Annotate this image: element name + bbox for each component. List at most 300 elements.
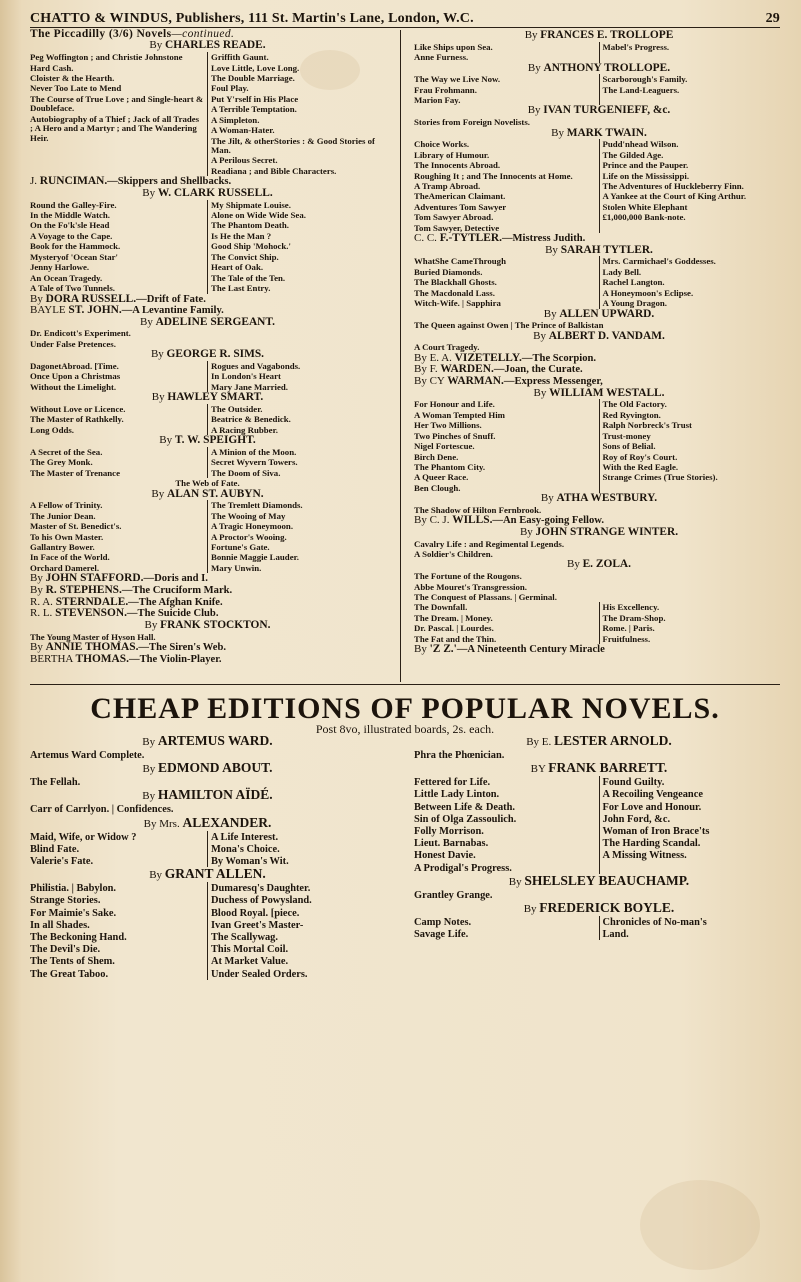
book-title: The Wooing of May xyxy=(211,510,286,521)
book-title: The Tale of the Ten. xyxy=(211,272,286,283)
book-title: Good Ship 'Mohock.' xyxy=(211,241,291,252)
book-title: A Honeymoon's Eclipse. xyxy=(602,287,694,298)
author-name: SARAH TYTLER. xyxy=(560,243,653,256)
book-title: The Dram-Shop. xyxy=(602,612,666,623)
author-prefix: By xyxy=(149,39,165,52)
title-columns xyxy=(30,447,385,478)
author-name: THOMAS. xyxy=(75,652,129,665)
book-title: Ivan Greet's Master- xyxy=(211,919,304,931)
book-title: Ralph Norbreck's Trust xyxy=(602,420,692,431)
author-name: MARK TWAIN. xyxy=(566,126,647,139)
author-heading xyxy=(414,309,784,321)
author-name: CHARLES READE. xyxy=(164,39,266,52)
book-title: The Old Factory. xyxy=(602,399,667,410)
title-line: The Queen against Owen | The Prince of Balkistan xyxy=(414,320,604,331)
book-title: Mysteryof 'Ocean Star' xyxy=(30,251,118,262)
book-title: The Tremlett Diamonds. xyxy=(211,500,303,511)
title-column-left xyxy=(30,200,208,294)
book-title: Maid, Wife, or Widow ? xyxy=(30,831,137,843)
book-title: A Proctor's Wooing. xyxy=(211,531,287,542)
title-column-right xyxy=(208,447,385,478)
author-prefix: By xyxy=(414,643,430,656)
book-title: Without the Limelight. xyxy=(30,381,117,392)
book-title: Round the Galley-Fire. xyxy=(30,199,117,210)
book-title: Blood Royal. [piece. xyxy=(211,907,300,919)
title-column-left xyxy=(30,500,208,573)
book-title: Secret Wyvern Towers. xyxy=(211,457,298,468)
author-section xyxy=(414,734,784,761)
left-column xyxy=(30,22,385,665)
book-title: Gallantry Bower. xyxy=(30,542,95,553)
book-title: Sin of Olga Zassoulich. xyxy=(414,813,517,825)
section-rule xyxy=(30,684,780,685)
book-title: Two Pinches of Snuff. xyxy=(414,430,496,441)
book-title: Sons of Belial. xyxy=(602,441,656,452)
title-line: The Fellah. xyxy=(30,777,81,789)
author-single-title: —The Afghan Knife. xyxy=(128,596,223,608)
book-title: A Woman Tempted Him xyxy=(414,409,506,420)
author-name: JOHN STAFFORD. xyxy=(45,572,144,585)
book-title: Philistia. | Babylon. xyxy=(30,883,117,895)
book-title: Ben Clough. xyxy=(414,482,461,493)
author-section xyxy=(30,788,385,815)
book-title: For Honour and Life. xyxy=(414,399,495,410)
author-section xyxy=(30,620,385,642)
book-title: Tom Sawyer Abroad. xyxy=(414,212,494,223)
author-name: ANNIE THOMAS. xyxy=(45,640,139,653)
author-heading xyxy=(414,527,784,539)
series-title xyxy=(30,30,385,39)
book-title: Between Life & Death. xyxy=(414,801,515,813)
author-section xyxy=(30,734,385,761)
author-name: WILLIAM WESTALL. xyxy=(549,386,665,399)
book-title: Bonnie Maggie Lauder. xyxy=(211,552,299,563)
book-title: The Adventures of Huckleberry Finn. xyxy=(602,180,744,191)
author-section xyxy=(414,331,784,353)
book-title: Chronicles of No-man's xyxy=(602,917,707,929)
title-line: Cavalry Life : and Regimental Legends. xyxy=(414,538,565,549)
author-name: HAMILTON AÏDÉ. xyxy=(157,787,273,803)
cheap-editions-title: CHEAP EDITIONS OF POPULAR NOVELS. xyxy=(90,692,720,725)
book-title: The Scallywag. xyxy=(211,932,278,944)
title-column-right xyxy=(208,404,385,435)
book-title: The Double Marriage. xyxy=(211,72,295,83)
author-name: JOHN STRANGE WINTER. xyxy=(535,525,679,538)
page-number: 29 xyxy=(765,11,780,26)
book-title: Marion Fay. xyxy=(414,95,461,106)
author-section xyxy=(30,816,385,868)
book-title: A Voyage to the Cape. xyxy=(30,230,113,241)
author-single-title: —The Scorpion. xyxy=(521,352,597,364)
title-column-left xyxy=(30,404,208,435)
author-name: SHELSLEY BEAUCHAMP. xyxy=(524,872,690,888)
author-name: HAWLEY SMART. xyxy=(167,391,264,404)
author-name: GEORGE R. SIMS. xyxy=(166,348,265,361)
author-heading xyxy=(30,867,385,882)
title-column-right xyxy=(208,500,385,573)
title-column-right xyxy=(600,42,785,63)
author-heading xyxy=(414,644,784,656)
book-title: The Blackhall Ghosts. xyxy=(414,277,497,288)
book-title: Frau Frohmann. xyxy=(414,84,477,95)
title-columns xyxy=(414,602,784,644)
author-heading xyxy=(414,63,784,75)
author-single-title: —Mistress Judith. xyxy=(501,233,586,245)
book-title: WhatShe CameThrough xyxy=(414,256,506,267)
author-single-title: —Drift of Fate. xyxy=(136,293,206,305)
series-continued: —continued. xyxy=(171,28,235,40)
book-title: Her Two Millions. xyxy=(414,420,482,431)
book-title: The Jilt, & otherStories : & Good Stories of Man. xyxy=(211,135,375,156)
title-column-left xyxy=(414,776,600,874)
author-prefix: By xyxy=(30,292,46,305)
author-section xyxy=(414,30,784,63)
book-title: Scarborough's Family. xyxy=(602,74,688,85)
book-title: Autobiography of a Thief ; Jack of all Trades ; A Hero and a Martyr ; and The Wandering Heir. xyxy=(30,113,200,143)
book-title: Once Upon a Christmas xyxy=(30,371,121,382)
book-title: Land. xyxy=(602,929,629,941)
title-line: Abbe Mouret's Transgression. xyxy=(414,581,527,592)
author-prefix: By xyxy=(524,29,541,41)
book-title: Fruitfulness. xyxy=(602,633,651,644)
book-title: Dumaresq's Daughter. xyxy=(211,883,311,895)
book-title: Lieut. Barnabas. xyxy=(414,838,489,850)
book-title: A Queer Race. xyxy=(414,472,469,483)
author-name: ALBERT D. VANDAM. xyxy=(548,329,665,342)
author-heading xyxy=(414,493,784,505)
author-name: STEVENSON. xyxy=(55,607,127,620)
author-prefix: J. xyxy=(30,175,40,188)
title-column-right xyxy=(208,200,385,294)
book-title: Love Little, Love Long. xyxy=(211,62,300,73)
book-title: Readiana ; and Bible Characters. xyxy=(211,165,337,176)
author-section xyxy=(30,489,385,574)
author-heading xyxy=(414,559,784,571)
book-title: Like Ships upon Sea. xyxy=(414,41,493,52)
book-title: Rachel Langton. xyxy=(602,277,665,288)
author-heading xyxy=(30,788,385,803)
author-heading xyxy=(30,654,385,666)
author-name: ALEXANDER. xyxy=(182,814,272,830)
book-title: Anne Furness. xyxy=(414,52,469,63)
title-column-right xyxy=(600,74,785,105)
book-title: A Yankee at the Court of King Arthur. xyxy=(602,191,747,202)
title-columns xyxy=(414,256,784,308)
book-title: The Macdonald Lass. xyxy=(414,287,495,298)
title-column-left xyxy=(30,361,208,392)
author-name: WARDEN. xyxy=(440,363,494,376)
title-columns xyxy=(414,776,784,874)
author-prefix: By Mrs. xyxy=(143,817,183,830)
author-name: VIZETELLY. xyxy=(454,351,522,364)
author-name: STERNDALE. xyxy=(55,595,129,608)
author-prefix: By xyxy=(533,386,550,399)
title-line: Phra the Phœnician. xyxy=(414,750,505,761)
author-prefix: By xyxy=(545,243,561,256)
author-single-title: —The Suicide Club. xyxy=(126,608,219,620)
book-title: Master of St. Benedict's. xyxy=(30,521,122,532)
book-title: A Woman-Hater. xyxy=(211,125,275,136)
author-section xyxy=(30,654,385,666)
author-name: EDMOND ABOUT. xyxy=(158,760,273,776)
author-name: ATHA WESTBURY. xyxy=(556,492,658,505)
author-section xyxy=(30,349,385,392)
author-single-title: —Joan, the Curate. xyxy=(493,364,583,376)
author-section xyxy=(414,245,784,309)
title-column-left xyxy=(30,882,208,980)
book-title: The Phantom City. xyxy=(414,461,486,472)
book-title: For Maimie's Sake. xyxy=(30,907,117,919)
author-prefix: By F. xyxy=(414,363,441,376)
author-section xyxy=(30,435,385,488)
title-columns xyxy=(30,361,385,392)
author-prefix: By xyxy=(543,307,560,320)
right-column xyxy=(414,22,784,656)
author-name: ARTEMUS WARD. xyxy=(157,733,273,748)
title-line: Under False Pretences. xyxy=(30,338,116,349)
author-section xyxy=(414,874,784,901)
author-prefix: By xyxy=(144,618,161,631)
book-title: TheAmerican Claimant. xyxy=(414,191,506,202)
book-title: Red Ryvington. xyxy=(602,409,661,420)
title-line: Dr. Endicott's Experiment. xyxy=(30,328,131,339)
book-title: Mrs. Carmichael's Goddesses. xyxy=(602,256,716,267)
author-heading xyxy=(414,874,784,889)
book-title: The Course of True Love ; and Single-heart & Doubleface. xyxy=(30,93,204,114)
book-title: Pudd'nhead Wilson. xyxy=(602,139,679,150)
book-title: Folly Morrison. xyxy=(414,826,484,838)
book-title: A Tragic Honeymoon. xyxy=(211,521,294,532)
author-section xyxy=(30,40,385,176)
book-title: The Downfall. xyxy=(414,602,468,613)
book-title: Jenny Harlowe. xyxy=(30,262,90,273)
author-name: LESTER ARNOLD. xyxy=(554,733,672,748)
book-title: On the Fo'k'sle Head xyxy=(30,220,110,231)
title-column-right xyxy=(600,602,785,644)
title-column-left xyxy=(30,447,208,478)
title-column-left xyxy=(30,52,208,176)
title-columns xyxy=(414,916,784,940)
book-title: A Minion of the Moon. xyxy=(211,446,297,457)
author-prefix: By xyxy=(566,558,583,571)
book-title: Valerie's Fate. xyxy=(30,856,94,868)
title-line: The Fortune of the Rougons. xyxy=(414,571,522,582)
author-heading xyxy=(414,128,784,140)
book-title: The Phantom Death. xyxy=(211,220,289,231)
author-section xyxy=(30,867,385,980)
book-title: Library of Humour. xyxy=(414,149,490,160)
book-title: In all Shades. xyxy=(30,919,90,931)
author-section xyxy=(414,128,784,234)
author-prefix: By xyxy=(150,348,167,361)
book-title: Buried Diamonds. xyxy=(414,266,483,277)
book-title: A Young Dragon. xyxy=(602,298,667,309)
author-heading xyxy=(414,245,784,257)
book-title: Alone on Wide Wide Sea. xyxy=(211,210,306,221)
title-line: The Web of Fate. xyxy=(175,478,240,489)
author-prefix: By xyxy=(523,903,540,916)
book-title: Orchard Damerel. xyxy=(30,562,100,573)
book-title: The Doom of Siva. xyxy=(211,467,281,478)
book-title: Lady Bell. xyxy=(602,266,642,277)
book-title: My Shipmate Louise. xyxy=(211,199,291,210)
author-heading xyxy=(414,105,784,117)
column-divider xyxy=(400,30,401,682)
author-section xyxy=(414,644,784,656)
book-title: In London's Heart xyxy=(211,371,281,382)
author-name: WARMAN. xyxy=(447,375,504,388)
author-single-title: —A Levantine Family. xyxy=(121,305,224,317)
book-title: Duchess of Powysland. xyxy=(211,895,312,907)
title-line: The Young Master of Hyson Hall. xyxy=(30,631,156,642)
author-single-title: —A Nineteenth Century Miracle xyxy=(456,644,605,656)
author-single-title: —The Violin-Player. xyxy=(128,653,222,665)
author-section xyxy=(414,761,784,874)
book-title: Adventures Tom Sawyer xyxy=(414,201,507,212)
author-section xyxy=(414,309,784,331)
author-heading xyxy=(30,349,385,361)
author-name: ADELINE SERGEANT. xyxy=(155,315,275,328)
book-title: Rome. | Paris. xyxy=(602,623,655,634)
book-title: A Perilous Secret. xyxy=(211,155,278,166)
book-title: The Master of Rathkelly. xyxy=(30,414,124,425)
author-heading xyxy=(30,40,385,52)
author-name: WILLS. xyxy=(452,514,493,527)
author-name: FREDERICK BOYLE. xyxy=(539,900,675,916)
cheap-editions-subtitle: Post 8vo, illustrated boards, 2s. each. xyxy=(315,722,495,736)
title-column-left xyxy=(414,916,600,940)
book-title: DagonetAbroad. [Time. xyxy=(30,360,119,371)
book-title: The Grey Monk. xyxy=(30,457,93,468)
title-column-right xyxy=(600,139,785,233)
author-heading xyxy=(30,620,385,632)
book-title: Never Too Late to Mend xyxy=(30,83,122,94)
book-title: Little Lady Linton. xyxy=(414,789,500,801)
book-title: The Convict Ship. xyxy=(211,251,279,262)
book-title: Is He the Man ? xyxy=(211,230,272,241)
book-title: The Tents of Shem. xyxy=(30,956,115,968)
author-name: W. CLARK RUSSELL. xyxy=(157,186,273,199)
book-title: The Way we Live Now. xyxy=(414,74,501,85)
author-heading xyxy=(414,901,784,916)
book-title: Cloister & the Hearth. xyxy=(30,72,115,83)
title-columns xyxy=(414,139,784,233)
author-section xyxy=(414,63,784,106)
title-column-right xyxy=(600,256,785,308)
author-prefix: By CY xyxy=(414,375,448,388)
book-title: Birch Dene. xyxy=(414,451,459,462)
author-section xyxy=(30,761,385,788)
author-section xyxy=(30,392,385,435)
book-title: A Prodigal's Progress. xyxy=(414,862,512,874)
author-prefix: By xyxy=(149,869,165,882)
title-columns xyxy=(30,831,385,868)
book-title: Under Sealed Orders. xyxy=(211,968,308,980)
book-title: Long Odds. xyxy=(30,424,75,435)
author-prefix: By xyxy=(30,583,46,596)
title-line: Artemus Ward Complete. xyxy=(30,750,145,761)
book-title: In the Middle Watch. xyxy=(30,210,110,221)
book-title: Strange Stories. xyxy=(30,895,101,907)
book-title: Choice Works. xyxy=(414,139,470,150)
paper-stain xyxy=(640,1180,760,1270)
book-title: Roy of Roy's Court. xyxy=(602,451,678,462)
author-prefix: C. C. xyxy=(414,232,440,245)
book-title: Book for the Hammock. xyxy=(30,241,121,252)
book-title: This Mortal Coil. xyxy=(211,944,289,956)
title-columns xyxy=(30,200,385,294)
book-title: A Tramp Abroad. xyxy=(414,180,481,191)
book-title: The Junior Dean. xyxy=(30,510,96,521)
author-prefix: By xyxy=(142,790,158,803)
book-title: Savage Life. xyxy=(414,929,469,941)
book-title: For Love and Honour. xyxy=(602,801,702,813)
title-column-right xyxy=(600,399,785,493)
author-prefix: R. A. xyxy=(30,595,56,608)
author-prefix: BY xyxy=(530,763,549,776)
author-heading xyxy=(414,331,784,343)
title-columns xyxy=(414,42,784,63)
book-title: Strange Crimes (True Stories). xyxy=(602,472,718,483)
title-column-left xyxy=(414,256,600,308)
author-name: 'Z Z.' xyxy=(429,643,457,656)
book-title: Griffith Gaunt. xyxy=(211,52,269,63)
book-title: Roughing It ; and The Innocents at Home. xyxy=(414,170,573,181)
author-name: ANTHONY TROLLOPE. xyxy=(543,61,671,74)
book-title: Heart of Oak. xyxy=(211,262,264,273)
title-column-left xyxy=(414,139,600,233)
author-name: GRANT ALLEN. xyxy=(164,866,266,882)
book-title: Tom Sawyer, Detective xyxy=(414,222,500,233)
book-title: The Last Entry. xyxy=(211,283,271,294)
book-title: His Excellency. xyxy=(602,602,660,613)
author-prefix: By xyxy=(527,104,544,117)
book-title: A Fellow of Trinity. xyxy=(30,500,103,511)
title-columns xyxy=(414,399,784,493)
title-column-right xyxy=(600,916,785,940)
author-single-title: —Skippers and Shellbacks. xyxy=(107,176,232,188)
publisher-line: CHATTO & WINDUS, Publishers, 111 St. Martin's Lane, London, W.C. xyxy=(30,11,474,26)
author-prefix: By E. A. xyxy=(414,351,455,364)
book-title: Blind Fate. xyxy=(30,843,80,855)
book-title: Mabel's Progress. xyxy=(602,41,670,52)
author-prefix: By xyxy=(30,640,46,653)
author-prefix: By xyxy=(527,61,544,74)
title-line: Carr of Carrlyon. | Confidences. xyxy=(30,804,174,816)
book-title: A Tale of Two Tunnels. xyxy=(30,283,115,294)
book-title: By Woman's Wit. xyxy=(211,856,289,868)
book-title: Mary Unwin. xyxy=(211,562,262,573)
book-title: The Outsider. xyxy=(211,403,263,414)
title-column-left xyxy=(414,42,600,63)
book-title: Peg Woffington ; and Christie Johnstone xyxy=(30,52,183,63)
cheap-right-column xyxy=(414,734,784,940)
book-title: The Dream. | Money. xyxy=(414,612,493,623)
author-section xyxy=(414,527,784,560)
book-title: Woman of Iron Brace'ts xyxy=(602,826,710,838)
book-title: John Ford, &c. xyxy=(602,813,671,825)
author-prefix: By xyxy=(151,391,168,404)
book-title: Fettered for Life. xyxy=(414,777,491,789)
author-prefix: R. L. xyxy=(30,607,56,620)
book-title: An Ocean Tragedy. xyxy=(30,272,103,283)
book-title: Trust-money xyxy=(602,430,651,441)
author-name: R. STEPHENS. xyxy=(45,583,122,596)
author-section xyxy=(30,317,385,350)
author-single-title: —An Easy-going Fellow. xyxy=(492,515,604,527)
book-title: In Face of the World. xyxy=(30,552,110,563)
author-prefix: By xyxy=(540,492,557,505)
